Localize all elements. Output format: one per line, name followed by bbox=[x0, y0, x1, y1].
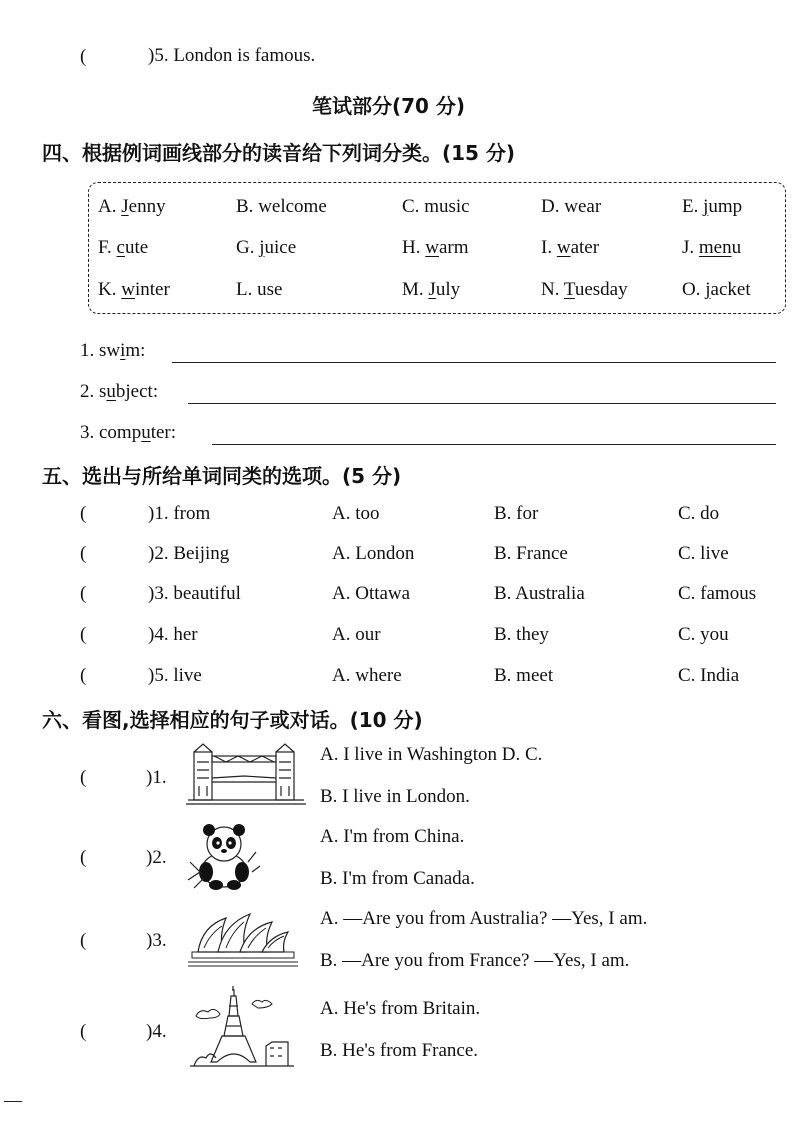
word-item: I. water bbox=[541, 237, 600, 258]
option-b: B. meet bbox=[494, 665, 554, 686]
answer-label: 1. swim: bbox=[80, 340, 146, 361]
option-b: B. France bbox=[494, 543, 568, 564]
word-item: N. Tuesday bbox=[541, 279, 628, 300]
answer-paren[interactable]: ( bbox=[80, 847, 87, 868]
word-item: C. music bbox=[402, 196, 470, 217]
item-number: )4. bbox=[146, 1021, 167, 1042]
answer-label: 2. subject: bbox=[80, 381, 159, 402]
option-a: A. where bbox=[332, 665, 402, 686]
answer-line[interactable] bbox=[212, 444, 776, 445]
question-text: )5. London is famous. bbox=[148, 45, 316, 66]
word-item: J. menu bbox=[682, 237, 742, 258]
option-a: A. —Are you from Australia? —Yes, I am. bbox=[320, 908, 648, 929]
question-word: )3. beautiful bbox=[148, 583, 241, 604]
word-item: E. jump bbox=[682, 196, 743, 217]
option-a: A. too bbox=[332, 503, 380, 524]
footer-dash bbox=[4, 1101, 22, 1102]
answer-label: 3. computer: bbox=[80, 422, 177, 443]
item-number: )3. bbox=[146, 930, 167, 951]
option-a: A. our bbox=[332, 624, 381, 645]
answer-paren[interactable]: ( bbox=[80, 767, 87, 788]
word-item: H. warm bbox=[402, 237, 469, 258]
answer-paren[interactable]: ( bbox=[80, 583, 87, 604]
word-item: G. juice bbox=[236, 237, 297, 258]
question-word: )5. live bbox=[148, 665, 202, 686]
word-item: F. cute bbox=[98, 237, 149, 258]
word-item: B. welcome bbox=[236, 196, 327, 217]
question-word: )4. her bbox=[148, 624, 198, 645]
word-item: O. jacket bbox=[682, 279, 751, 300]
question-word: )1. from bbox=[148, 503, 211, 524]
option-a: A. London bbox=[332, 543, 415, 564]
answer-line[interactable] bbox=[172, 362, 776, 363]
option-a: A. I live in Washington D. C. bbox=[320, 744, 543, 765]
section4-heading: 四、根据例词画线部分的读音给下列词分类。(15 分) bbox=[42, 141, 516, 165]
word-item: M. July bbox=[402, 279, 461, 300]
answer-paren[interactable]: ( bbox=[80, 1021, 87, 1042]
option-b: B. —Are you from France? —Yes, I am. bbox=[320, 950, 630, 971]
word-item: A. Jenny bbox=[98, 196, 166, 217]
section5-heading: 五、选出与所给单词同类的选项。(5 分) bbox=[42, 464, 402, 488]
answer-paren[interactable]: ( bbox=[80, 624, 87, 645]
option-b: B. they bbox=[494, 624, 549, 645]
item-number: )1. bbox=[146, 767, 167, 788]
answer-line[interactable] bbox=[188, 403, 776, 404]
option-a: A. I'm from China. bbox=[320, 826, 465, 847]
section6-heading: 六、看图,选择相应的句子或对话。(10 分) bbox=[42, 708, 423, 732]
answer-paren[interactable]: ( bbox=[80, 543, 87, 564]
answer-paren[interactable]: ( bbox=[80, 665, 87, 686]
answer-paren[interactable]: ( bbox=[80, 930, 87, 951]
option-a: A. Ottawa bbox=[332, 583, 411, 604]
answer-paren[interactable]: ( bbox=[80, 503, 87, 524]
answer-paren: ( bbox=[80, 46, 87, 67]
word-item: D. wear bbox=[541, 196, 602, 217]
option-b: B. I live in London. bbox=[320, 786, 470, 807]
item-number: )2. bbox=[146, 847, 167, 868]
option-b: B. He's from France. bbox=[320, 1040, 479, 1061]
option-c: C. famous bbox=[678, 583, 757, 604]
word-item: L. use bbox=[236, 279, 283, 300]
option-a: A. He's from Britain. bbox=[320, 998, 481, 1019]
option-c: C. India bbox=[678, 665, 740, 686]
panda-picture bbox=[186, 822, 260, 892]
tower-bridge-picture bbox=[186, 742, 306, 808]
question-word: )2. Beijing bbox=[148, 543, 230, 564]
word-item: K. winter bbox=[98, 279, 170, 300]
option-c: C. you bbox=[678, 624, 729, 645]
option-c: C. do bbox=[678, 503, 720, 524]
sydney-opera-house-picture bbox=[188, 908, 298, 968]
option-b: B. I'm from Canada. bbox=[320, 868, 475, 889]
option-b: B. for bbox=[494, 503, 539, 524]
written-part-title: 笔试部分(70 分) bbox=[312, 94, 466, 118]
eiffel-tower-picture bbox=[188, 986, 296, 1070]
option-c: C. live bbox=[678, 543, 729, 564]
option-b: B. Australia bbox=[494, 583, 585, 604]
